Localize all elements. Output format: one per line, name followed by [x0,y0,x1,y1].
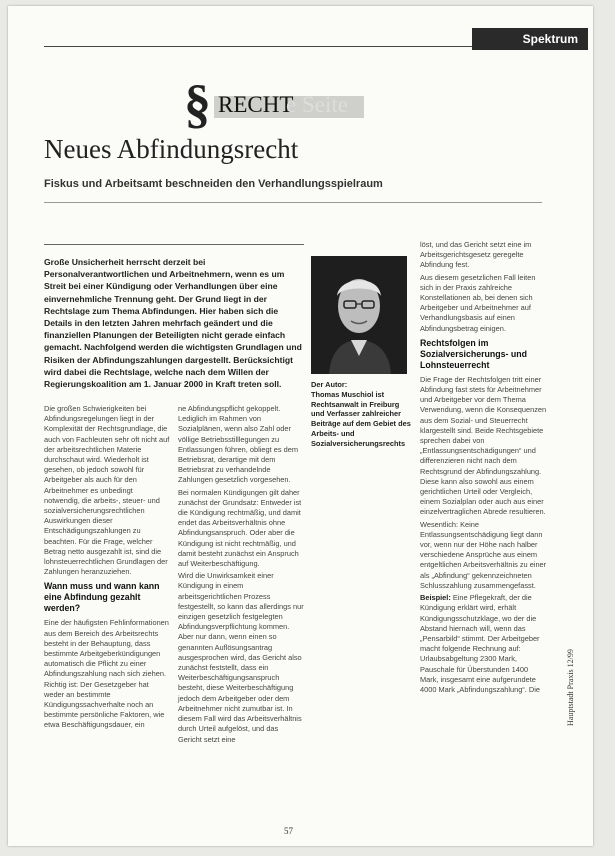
column-3-paragraph [420,593,548,695]
section-label: Spektrum [472,28,588,50]
author-portrait-icon [311,256,407,374]
magazine-page [8,6,593,846]
example-label: Beispiel: [420,593,451,603]
lead-paragraph: Große Unsicherheit herrscht derzeit bei Personalverantwortlichen und Arbeitnehmern, wenn es um Streit bei einer Kündigung oder Verhandlungen über eine einvernehmliche Trennung geht. Der Grund liegt in der Rechtslage zum Thema Abfindungen. Hier haben sich die Details in den letzten Jahren mehrfach geändert und die finanziellen Planungen der Beteiligten nicht gerade einfach gemacht. Nachfolgend werden die wichtigsten Grundlagen und Risiken der Abfindungszahlungen dargestellt. Berücksichtigt wird dabei die Rechtslage, welche nach dem Willen der Regierungskoalition am 1. Januar 2000 in Kraft treten soll. [44,257,302,390]
example-text: Eine Pflegekraft, der die Kündigung erklärt wird, erhält Kündigungsschutzklage, wo der die Abstand hiernach will, wenn das „Pensarbild“ stimmt. Der Arbeitgeber macht folgende Rechnung auf: Urlaubsabgeltung 2300 Mark, Pauschale für Überstunden 1400 Mark, insgesamt eine aufgerundete 4000 Mark „Abfindungszahlung“. Die [420,593,540,694]
page-number: 57 [284,826,293,836]
logo-faded-word: e Seite [286,92,348,117]
title-rule [44,202,542,203]
recht-seite-logo [184,74,374,134]
column-1 [44,404,170,733]
paragraph-icon: § [184,74,211,134]
column-3-paragraph: Aus diesem gesetzlichen Fall leiten sich in der Praxis zahlreiche Konstellationen ab, bei denen sich Arbeitgeber und Arbeitnehmer auf Verhandlungsbasis auf einen Abfindungsbetrag einigen. [420,272,536,333]
column-2-paragraph: Wird die Unwirksamkeit einer Kündigung in einem arbeitsgerichtlichen Prozess festgestellt, so kann das allerdings nur einzigen gesetzlich festgelegten Abfindungsverpflichtung kommen. Aber nur dann, wenn einen so genannten Auflösungsantrag ausgesprochen wird, das Gericht also zunächst feststellt, dass ein Weiterbeschäftigungsanspruch besteht, diese Weiterbeschäftigung jedoch dem Arbeitgeber oder dem Arbeitnehmer nicht zumutbar ist. In diesem Fall wird das Arbeitsverhältnis durch Urteil aufgelöst, und das Gericht setzt eine [178,571,304,744]
column-3-heading: Rechtsfolgen im Sozialversicherungs- und Lohnsteuerrecht [420,337,528,370]
author-photo [311,256,407,374]
column-3-paragraph: Wesentlich: Keine Entlassungsentschädigung liegt dann vor, wenn nur der Höhe nach halber verschiedene Ansprüche aus einem entgeltlichen Arbeitsverhältnis zu einer als „Abfindung“ gekennzeichneten Schlusszahlung zusammengefasst. [420,519,547,590]
lead-rule [44,244,304,245]
column-3-paragraph: löst, und das Gericht setzt eine im Arbeitsgerichtsgesetz geregelte Abfindung fest. [420,240,532,270]
column-2-paragraph: ne Abfindungspflicht gekoppelt. Lediglich im Rahmen von Sozialplänen, wenn also Zahl oder völlige Betriebsstilllegungen zu Entlassungen führen, obliegt es dem Betriebsrat, derartige mit dem Betriebsrat zu verhandelnde Zahlungen gesetzlich vorgesehen. [178,404,298,485]
column-2 [178,404,304,747]
column-1-paragraph: Die großen Schwierigkeiten bei Abfindungsregelungen liegt in der Komplexität der Rechtsgrundlage, die auch von Fachleuten sehr oft nicht auf der arbeitsrechtlichen Materie durchschaut wird. Wiederholt ist gesehen, ob jedoch sowohl für Arbeitgeber als auch für den Arbeitnehmer es unbedingt notwendig, die arbeits-, steuer- und sozialversicherungsrechtlichen Auswirkungen dieser Entschädigungszahlungen zu beachten. Für die Frage, welcher Betrag netto ausgezahlt ist, sind die lohnsteuerrechtlichen Grundlagen der Zahlungen heranzuziehen. [44,404,170,577]
article-subtitle: Fiskus und Arbeitsamt beschneiden den Verhandlungsspielraum [44,178,383,190]
article-title: Neues Abfindungsrecht [44,134,299,164]
author-caption [311,380,411,449]
column-3 [420,240,548,697]
logo-word: RECHT [218,92,294,117]
column-1-heading: Wann muss und wann kann eine Abfindung gezahlt werden? [44,581,160,614]
author-caption-label: Der Autor: [311,380,348,389]
header-rule [44,46,472,47]
author-caption-text: Thomas Muschiol ist Rechtsanwalt in Freiburg und Verfasser zahlreicher Beiträge auf dem Gebiet des Arbeits- und Sozialversicherungsrechts [311,389,411,448]
publication-side-text: Hauptstadt Praxis 12/99 [566,649,575,726]
column-1-paragraph: Eine der häufigsten Fehlinformationen aus dem Bereich des Arbeitsrechts besteht in der Behauptung, dass bestimmte Arbeitgeberkündigungen automatisch die Pflicht zu einer Abfindungszahlung nach sich ziehen. Richtig ist: Der Gesetzgeber hat weder an bestimmte Kündigungssachverhalte noch an bestimmte persönliche Faktoren, wie etwa Beschäftigungsdauer, ein [44,618,169,730]
column-3-paragraph: Die Frage der Rechtsfolgen tritt einer Abfindung fast stets für Arbeitnehmer und Arbeitgeber vor dem Thema Verwendung, wenn die Konsequenzen aus dem Sozial- und Steuerrecht klargestellt sind. Beide Rechtsgebiete sprechen dabei von „Entlassungsentschädigungen“ und differenzieren nicht nach dem Rechtsgrund der Abfindungszahlung. Diese kann also sowohl aus einem gerichtlichen Urteil oder Vergleich, einem Sozialplan oder auch aus einer einzelvertraglichen Abrede resultieren. [420,374,547,517]
column-2-paragraph: Bei normalen Kündigungen gilt daher zunächst der Grundsatz: Entweder ist die Kündigung rechtmäßig, und damit endet das Arbeitsverhältnis ohne Abfindungsanspruch. Oder aber die Kündigung ist nicht rechtmäßig, und damit besteht zunächst ein Anspruch auf Weiterbeschäftigung. [178,487,302,569]
